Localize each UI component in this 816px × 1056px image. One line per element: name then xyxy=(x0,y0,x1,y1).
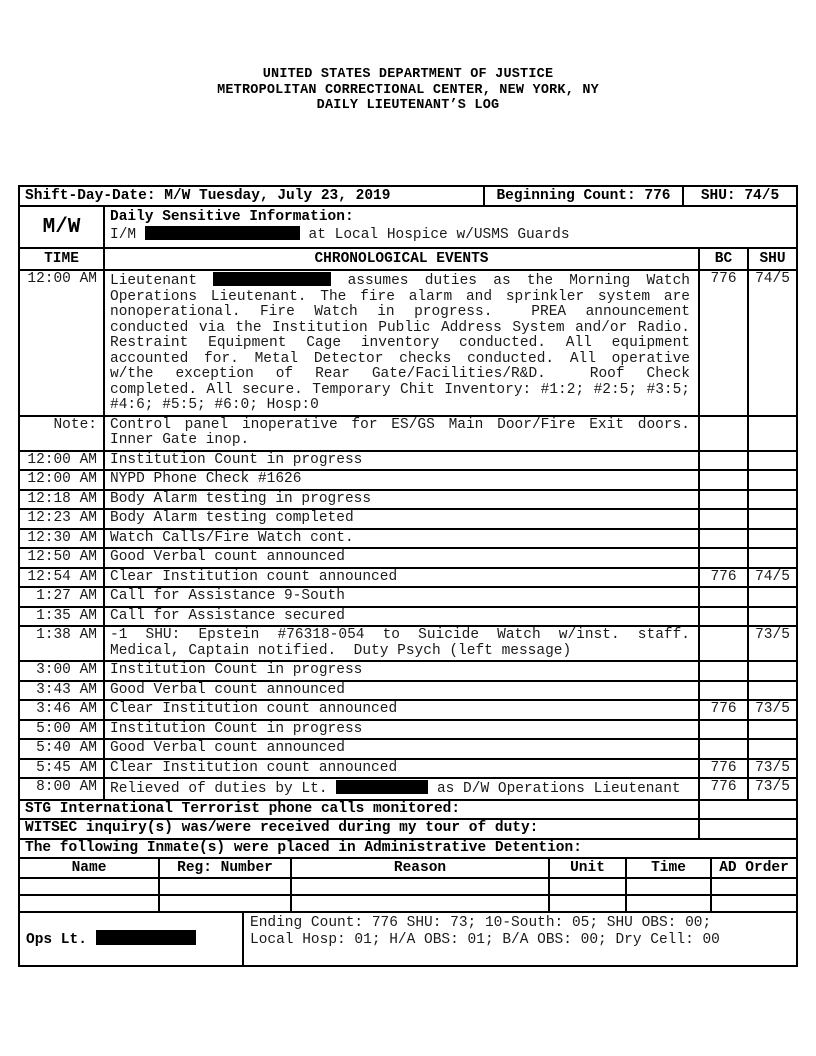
log-row xyxy=(19,661,797,681)
event-cell: Watch Calls/Fire Watch cont. xyxy=(104,529,699,549)
shu-count: SHU: 74/5 xyxy=(683,186,797,206)
event-cell xyxy=(104,778,699,800)
time-cell: Note: xyxy=(19,416,104,451)
sensitive-info-row xyxy=(19,206,797,248)
log-row xyxy=(19,416,797,451)
bc-cell xyxy=(699,451,748,471)
ad-cell xyxy=(549,895,626,912)
log-row xyxy=(19,759,797,779)
shu-cell xyxy=(748,470,797,490)
event-cell: Clear Institution count announced xyxy=(104,568,699,588)
shu-cell xyxy=(748,416,797,451)
time-cell: 5:00 AM xyxy=(19,720,104,740)
event-text-post: assumes duties as the Morning Watch Operations Lieutenant. The fire alarm and sprinkler system are nonoperational. Fire Watch in progress. PREA announcement conducted via the Institution Public Address System and/or Radio. Restraint Equipment Cage inventory conducted. All equipment accounted for. Metal Detector checks conducted. All operative w⁠/⁠the exception of Rear Gate/Facilities/R&D. Roof Check completed. All secure. Temporary Chit Inventory: #1:2; #2:5; #3:5; #4:6; #5:5; #6:0; Hosp:0 xyxy=(110,273,690,413)
time-cell: 1:35 AM xyxy=(19,607,104,627)
bc-cell xyxy=(699,587,748,607)
shu-cell xyxy=(748,548,797,568)
time-column-header: TIME xyxy=(19,248,104,270)
time-cell: 12:30 AM xyxy=(19,529,104,549)
event-cell: -1 SHU: Epstein #76318-054 to Suicide Watch w/inst. staff. Medical, Captain notified. Duty Psych (left message) xyxy=(104,626,699,661)
witsec-row xyxy=(19,819,797,839)
bc-cell xyxy=(699,416,748,451)
ad-cell xyxy=(711,895,797,912)
bc-cell xyxy=(699,720,748,740)
bc-cell xyxy=(699,661,748,681)
shu-cell: 74/5 xyxy=(748,270,797,416)
log-row xyxy=(19,700,797,720)
event-cell xyxy=(104,270,699,416)
bc-cell xyxy=(699,490,748,510)
shu-cell: 73/5 xyxy=(748,759,797,779)
witsec-value-cell xyxy=(699,819,797,839)
shu-column-header: SHU xyxy=(748,248,797,270)
event-text-pre: Lieutenant xyxy=(110,273,198,289)
redaction-bar xyxy=(96,930,196,945)
event-text-post: as D/W Operations Lieutenant xyxy=(436,781,681,797)
sensitive-info-label: Daily Sensitive Information: xyxy=(110,209,354,225)
ending-count-line2: Local Hosp: 01; H/A OBS: 01; B/A OBS: 00; Dry Cell: 00 xyxy=(250,932,720,948)
events-column-header: CHRONOLOGICAL EVENTS xyxy=(104,248,699,270)
event-cell: Good Verbal count announced xyxy=(104,681,699,701)
ad-cell xyxy=(159,878,291,895)
time-cell: 12:54 AM xyxy=(19,568,104,588)
stg-row xyxy=(19,800,797,820)
log-row xyxy=(19,490,797,510)
time-cell: 1:38 AM xyxy=(19,626,104,661)
ad-title-row xyxy=(19,839,797,859)
doj-title: UNITED STATES DEPARTMENT OF JUSTICE xyxy=(262,67,554,82)
event-cell: Call for Assistance secured xyxy=(104,607,699,627)
event-cell: Good Verbal count announced xyxy=(104,548,699,568)
shu-cell xyxy=(748,451,797,471)
ad-empty-row xyxy=(19,895,797,912)
bc-cell xyxy=(699,470,748,490)
ad-cell xyxy=(159,895,291,912)
facility-title: METROPOLITAN CORRECTIONAL CENTER, NEW YORK, NY xyxy=(217,82,599,98)
shu-cell xyxy=(748,720,797,740)
time-cell: 8:00 AM xyxy=(19,778,104,800)
time-cell: 3:43 AM xyxy=(19,681,104,701)
stg-statement: STG International Terrorist phone calls monitored: xyxy=(19,800,699,820)
ad-cell xyxy=(711,878,797,895)
ops-row xyxy=(19,912,797,966)
bc-column-header: BC xyxy=(699,248,748,270)
redaction-bar xyxy=(336,780,428,794)
event-cell: Institution Count in progress xyxy=(104,720,699,740)
bc-cell xyxy=(699,509,748,529)
ad-header-row xyxy=(19,858,797,878)
ad-empty-row xyxy=(19,878,797,895)
log-title: DAILY LIEUTENANT’S LOG xyxy=(316,98,500,113)
shu-cell: 73/5 xyxy=(748,700,797,720)
event-cell: Body Alarm testing completed xyxy=(104,509,699,529)
event-cell: Body Alarm testing in progress xyxy=(104,490,699,510)
time-cell: 3:46 AM xyxy=(19,700,104,720)
sensitive-info-cell xyxy=(104,206,797,248)
witsec-statement: WITSEC inquiry(s) was/were received during my tour of duty: xyxy=(19,819,699,839)
time-cell: 5:40 AM xyxy=(19,739,104,759)
time-cell: 12:50 AM xyxy=(19,548,104,568)
bc-cell xyxy=(699,548,748,568)
time-cell: 5:45 AM xyxy=(19,759,104,779)
ad-reg-header: Reg: Number xyxy=(159,858,291,878)
time-cell: 12:23 AM xyxy=(19,509,104,529)
log-row xyxy=(19,451,797,471)
shift-info-table xyxy=(18,185,798,249)
log-row xyxy=(19,739,797,759)
time-cell: 1:27 AM xyxy=(19,587,104,607)
shu-cell xyxy=(748,587,797,607)
ad-cell xyxy=(19,895,159,912)
log-row xyxy=(19,568,797,588)
event-cell: Clear Institution count announced xyxy=(104,759,699,779)
log-row xyxy=(19,681,797,701)
shu-cell xyxy=(748,490,797,510)
stg-value-cell xyxy=(699,800,797,820)
chronological-events-table xyxy=(18,247,798,859)
log-row xyxy=(19,778,797,800)
time-cell: 12:00 AM xyxy=(19,451,104,471)
time-cell: 12:18 AM xyxy=(19,490,104,510)
ad-reason-header: Reason xyxy=(291,858,549,878)
ops-lt-cell xyxy=(19,912,243,966)
bc-cell xyxy=(699,607,748,627)
time-cell: 12:00 AM xyxy=(19,270,104,416)
ad-cell xyxy=(291,895,549,912)
shift-day-date: Shift-Day-Date: M/W Tuesday, July 23, 2019 xyxy=(19,186,484,206)
log-row xyxy=(19,270,797,416)
bc-cell: 776 xyxy=(699,700,748,720)
log-header-row xyxy=(19,248,797,270)
event-cell: Control panel inoperative for ES/GS Main Door/Fire Exit doors. Inner Gate inop. xyxy=(104,416,699,451)
ad-section-title: The following Inmate(s) were placed in Administrative Detention: xyxy=(19,839,797,859)
bc-cell xyxy=(699,529,748,549)
ad-time-header: Time xyxy=(626,858,711,878)
redaction-bar xyxy=(213,272,331,286)
shu-cell xyxy=(748,529,797,549)
shu-cell: 74/5 xyxy=(748,568,797,588)
log-row xyxy=(19,509,797,529)
shu-cell xyxy=(748,681,797,701)
ending-count-line1: Ending Count: 776 SHU: 73; 10-South: 05; SHU OBS: 00; xyxy=(250,915,712,931)
event-cell: Good Verbal count announced xyxy=(104,739,699,759)
beginning-count: Beginning Count: 776 xyxy=(484,186,683,206)
shu-cell xyxy=(748,661,797,681)
shu-cell xyxy=(748,739,797,759)
shu-cell: 73/5 xyxy=(748,626,797,661)
shu-cell xyxy=(748,607,797,627)
time-cell: 3:00 AM xyxy=(19,661,104,681)
sensitive-info-pre: I/M xyxy=(110,227,137,243)
shift-date-row xyxy=(19,186,797,206)
ad-cell xyxy=(19,878,159,895)
bc-cell xyxy=(699,626,748,661)
log-row xyxy=(19,529,797,549)
log-row xyxy=(19,587,797,607)
log-row xyxy=(19,720,797,740)
event-cell: NYPD Phone Check #1626 xyxy=(104,470,699,490)
shu-cell xyxy=(748,509,797,529)
log-row xyxy=(19,548,797,568)
bc-cell xyxy=(699,739,748,759)
document-header xyxy=(0,67,816,114)
event-cell: Clear Institution count announced xyxy=(104,700,699,720)
ad-cell xyxy=(626,878,711,895)
shift-code: M/W xyxy=(19,206,104,248)
bc-cell: 776 xyxy=(699,568,748,588)
administrative-detention-table xyxy=(18,857,798,913)
event-text-pre: Relieved of duties by Lt. xyxy=(110,781,328,797)
bc-cell: 776 xyxy=(699,270,748,416)
log-tables xyxy=(18,185,796,967)
log-row xyxy=(19,626,797,661)
event-cell: Institution Count in progress xyxy=(104,451,699,471)
ad-unit-header: Unit xyxy=(549,858,626,878)
event-cell: Institution Count in progress xyxy=(104,661,699,681)
bc-cell: 776 xyxy=(699,759,748,779)
sensitive-info-post: at Local Hospice w/USMS Guards xyxy=(308,227,570,243)
shu-cell: 73/5 xyxy=(748,778,797,800)
ad-order-header: AD Order xyxy=(711,858,797,878)
ad-cell xyxy=(626,895,711,912)
log-row xyxy=(19,607,797,627)
event-cell: Call for Assistance 9-South xyxy=(104,587,699,607)
redaction-bar xyxy=(145,226,300,240)
log-row xyxy=(19,470,797,490)
ops-footer-table xyxy=(18,911,798,967)
ad-cell xyxy=(291,878,549,895)
bc-cell: 776 xyxy=(699,778,748,800)
bc-cell xyxy=(699,681,748,701)
ops-lt-label: Ops Lt. xyxy=(26,931,87,948)
ad-cell xyxy=(549,878,626,895)
time-cell: 12:00 AM xyxy=(19,470,104,490)
ad-name-header: Name xyxy=(19,858,159,878)
ending-count-cell xyxy=(243,912,797,966)
